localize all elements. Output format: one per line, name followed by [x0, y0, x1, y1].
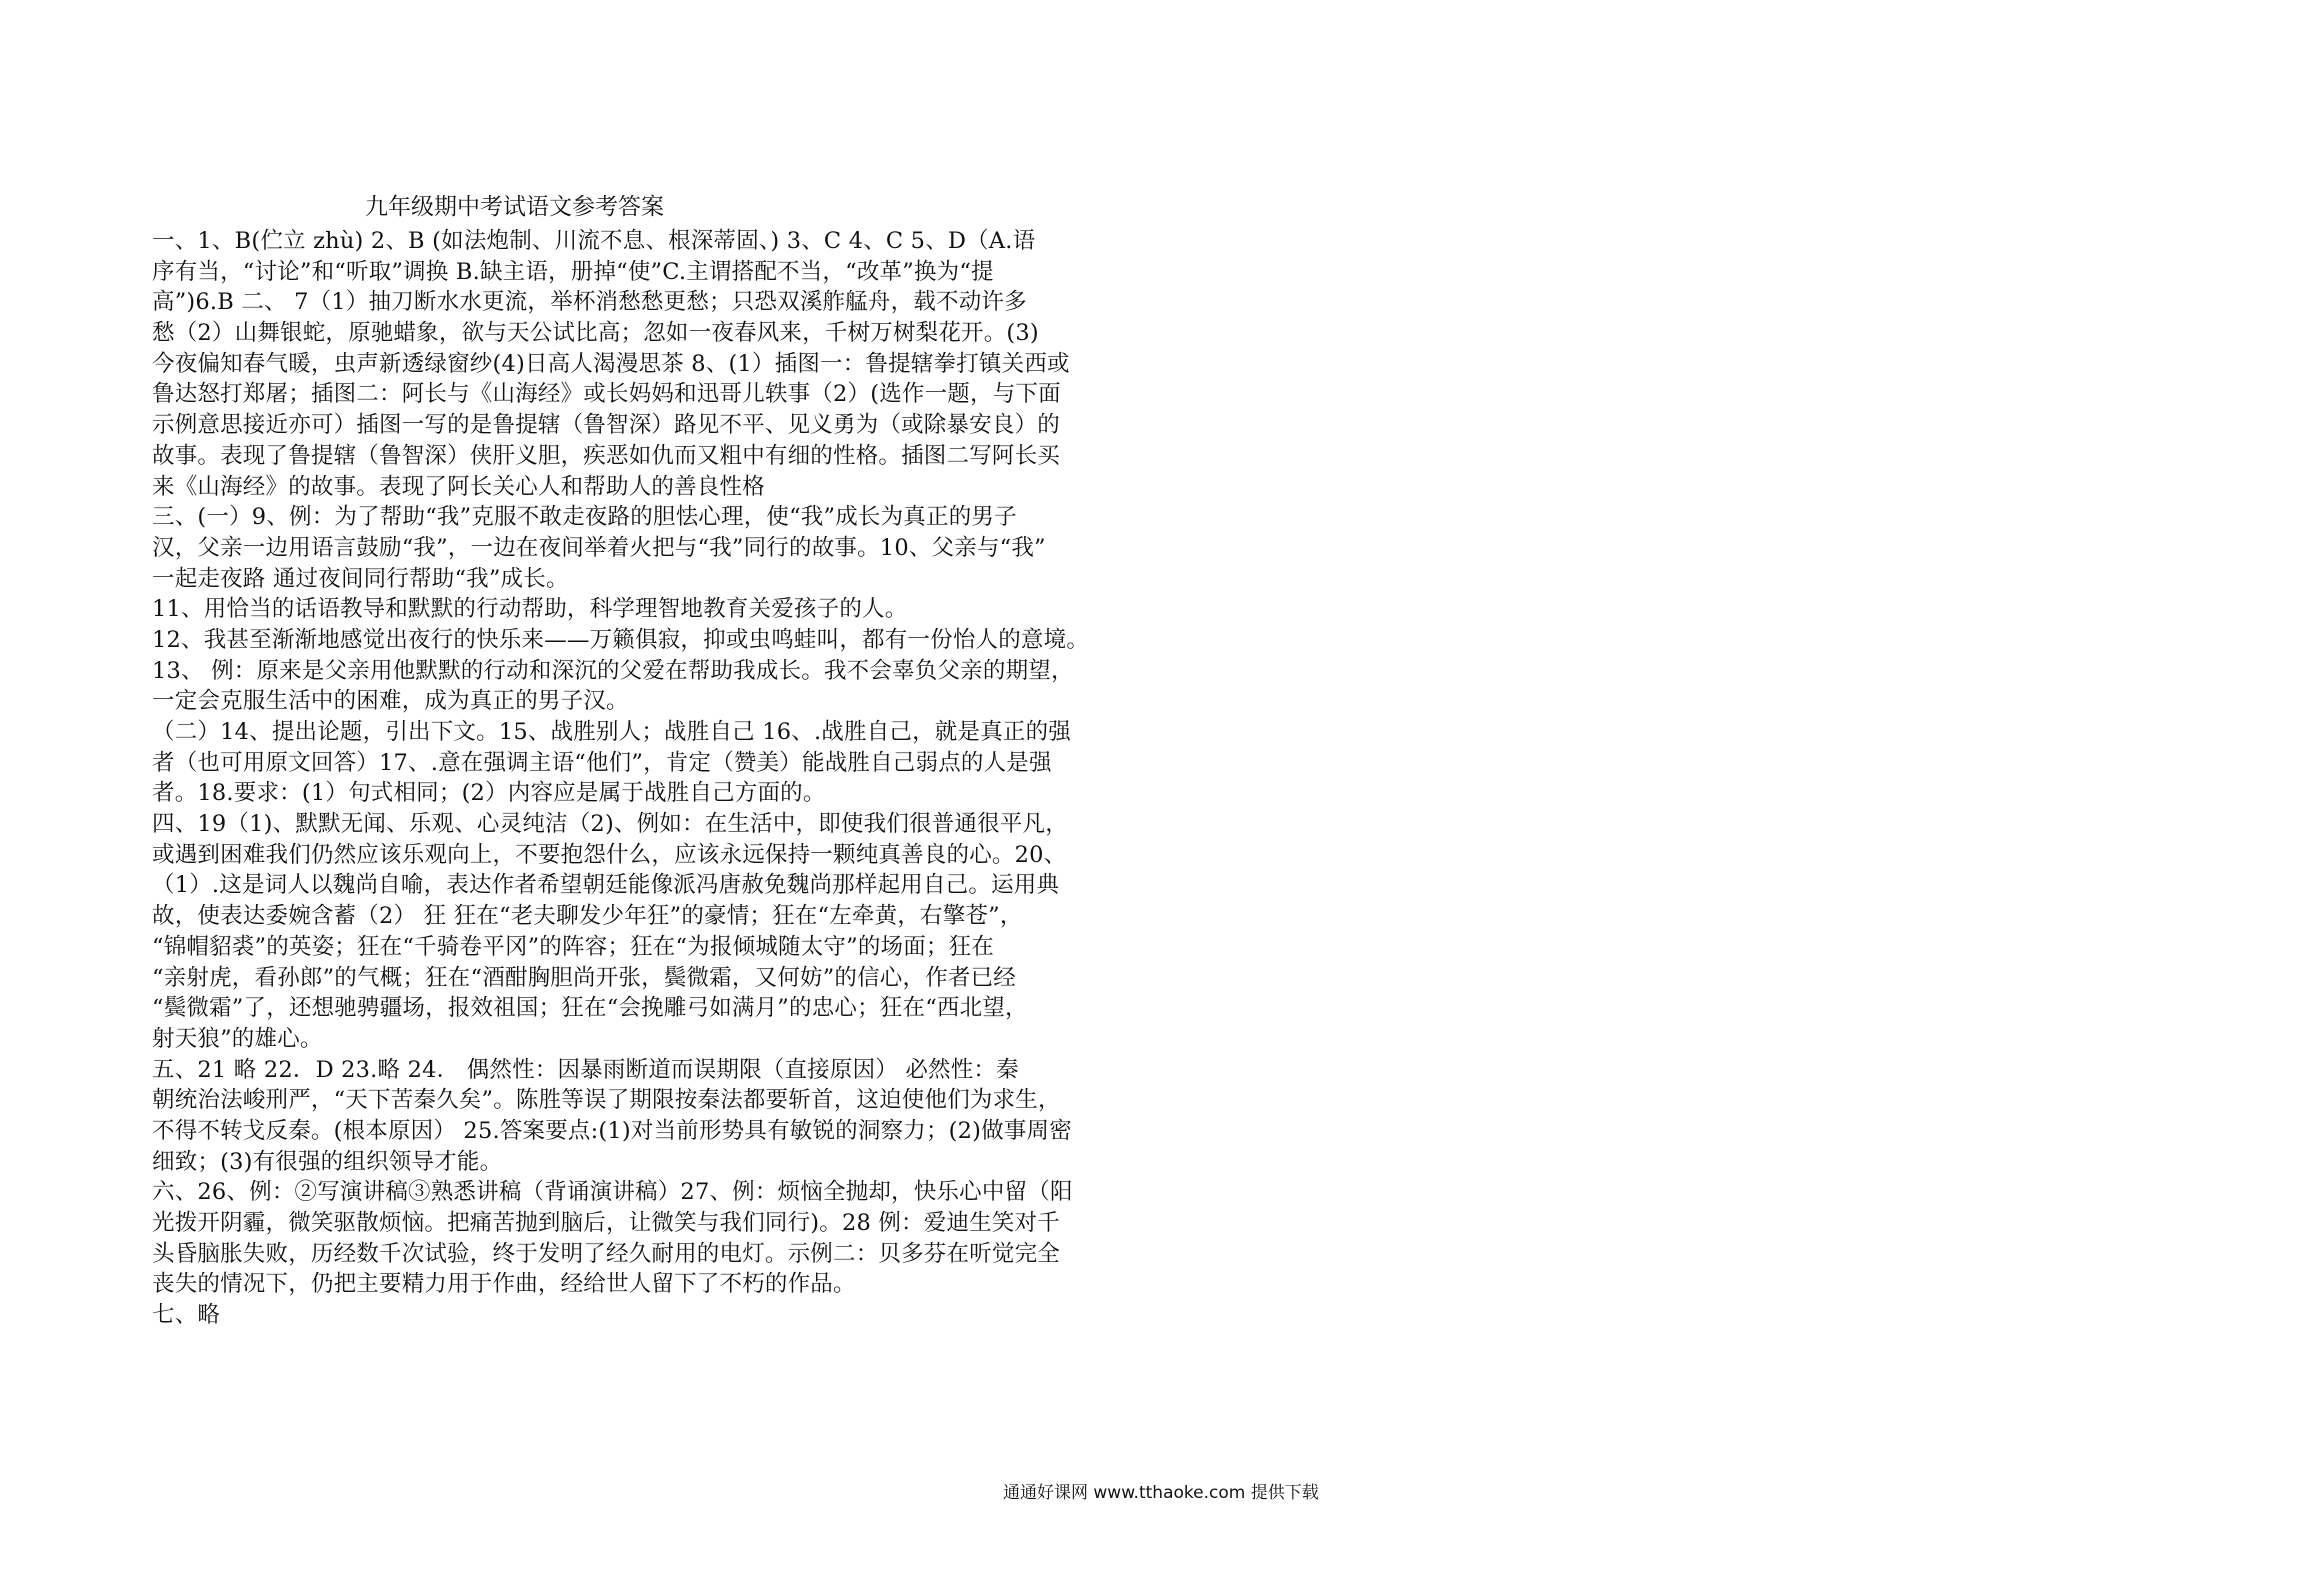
answer-line: 六、26、例：②写演讲稿③熟悉讲稿（背诵演讲稿）27、例：烦恼全抛却，快乐心中留（阳: [152, 1179, 1073, 1206]
answer-line: 12、我甚至渐渐地感觉出夜行的快乐来——万籁俱寂，抑或虫鸣蛙叫，都有一份怡人的意境。: [152, 626, 1090, 653]
answer-line: 汉，父亲一边用语言鼓励“我”，一边在夜间举着火把与“我”同行的故事。10、父亲与“我”: [152, 534, 1046, 561]
answer-line: 鲁达怒打郑屠；插图二：阿长与《山海经》或长妈妈和迅哥儿轶事（2）(选作一题，与下面: [152, 381, 1061, 408]
answer-line: 序有当，“讨论”和“听取”调换 B.缺主语，册掉“使”C.主谓搭配不当，“改革”换为“提: [152, 258, 994, 285]
answer-line: 故，使表达委婉含蓄（2） 狂 狂在“老夫聊发少年狂”的豪情；狂在“左牵黄，右擎苍”，: [152, 903, 1023, 930]
answer-line: “锦帽貂裘”的英姿；狂在“千骑卷平冈”的阵容；狂在“为报倾城随太守”的场面；狂在: [152, 933, 995, 960]
answer-line: “鬓微霜”了，还想驰骋疆场，报效祖国；狂在“会挽雕弓如满月”的忠心；狂在“西北望，: [152, 995, 1028, 1022]
answer-line: （二）14、提出论题，引出下文。15、战胜别人；战胜自己 16、.战胜自己，就是真正的强: [152, 719, 1071, 745]
answer-line: 13、 例：原来是父亲用他默默的行动和深沉的父爱在帮助我成长。我不会辜负父亲的期望，: [152, 657, 1074, 684]
answer-line: 一起走夜路 通过夜间同行帮助“我”成长。: [152, 565, 569, 592]
answer-line: 七、略: [152, 1302, 221, 1329]
answer-line: 光拨开阴霾，微笑驱散烦恼。把痛苦抛到脑后，让微笑与我们同行)。28 例：爱迪生笑对千: [152, 1210, 1060, 1236]
document-title: 九年级期中考试语文参考答案: [365, 194, 664, 220]
answer-line: （1）.这是词人以魏尚自喻，表达作者希望朝廷能像派冯唐赦免魏尚那样起用自己。运用典: [152, 872, 1060, 899]
answer-line: 五、21 略 22．D 23.略 24． 偶然性：因暴雨断道而误期限（直接原因） 必然性：秦: [152, 1056, 1019, 1083]
answer-line: 故事。表现了鲁提辖（鲁智深）侠肝义胆，疾恶如仇而又粗中有细的性格。插图二写阿长买: [152, 442, 1061, 469]
answer-line: 11、用恰当的话语教导和默默的行动帮助，科学理智地教育关爱孩子的人。: [152, 596, 908, 623]
answer-line: 来《山海经》的故事。表现了阿长关心人和帮助人的善良性格: [152, 473, 765, 500]
answer-line: 三、(一）9、例：为了帮助“我”克服不敢走夜路的胆怯心理，使“我”成长为真正的男子: [152, 504, 1017, 531]
answer-line: 丧失的情况下，仍把主要精力用于作曲，经给世人留下了不朽的作品。: [152, 1271, 856, 1298]
answer-line: 今夜偏知春气暖，虫声新透绿窗纱(4)日高人渴漫思茶 8、(1）插图一：鲁提辖拳打镇关西或: [152, 350, 1070, 377]
answer-line: 细致；(3)有很强的组织领导才能。: [152, 1148, 503, 1175]
answer-line: 者（也可用原文回答）17、.意在强调主语“他们”，肯定（赞美）能战胜自己弱点的人是强: [152, 749, 1052, 776]
footer-source: 通通好课网 www.tthaoke.com 提供下载: [1003, 1483, 1319, 1503]
answer-line: 射天狼”的雄心。: [152, 1025, 323, 1052]
answer-line: 高”)6.B 二、 7（1）抽刀断水水更流，举杯消愁愁更愁；只恐双溪舴艋舟，载不动许多: [152, 289, 1027, 316]
answer-line: 一、1、B(伫立 zhù) 2、B (如法炮制、川流不息、根深蒂固、) 3、C 4、C 5、D（A.语: [152, 228, 1036, 254]
answer-line: 或遇到困难我们仍然应该乐观向上，不要抱怨什么，应该永远保持一颗纯真善良的心。20、: [152, 841, 1067, 868]
answer-line: 愁（2）山舞银蛇，原驰蜡象，欲与天公试比高；忽如一夜春风来，千树万树梨花开。(3): [152, 320, 1039, 347]
answer-line: 者。18.要求：(1）句式相同；(2）内容应是属于战胜自己方面的。: [152, 780, 826, 807]
answer-line: 不得不转戈反秦。(根本原因） 25.答案要点:(1)对当前形势具有敏锐的洞察力；(2)做事周密: [152, 1117, 1072, 1144]
answer-body: [152, 226, 1167, 1331]
answer-line: 朝统治法峻刑严，“天下苦秦久矣”。陈胜等误了期限按秦法都要斩首，这迫使他们为求生，: [152, 1087, 1061, 1114]
answer-line: 一定会克服生活中的困难，成为真正的男子汉。: [152, 688, 629, 715]
answer-line: 四、19（1)、默默无闻、乐观、心灵纯洁（2)、例如：在生活中，即使我们很普通很平凡，: [152, 811, 1068, 838]
answer-line: 头昏脑胀失败，历经数千次试验，终于发明了经久耐用的电灯。示例二：贝多芬在听觉完全: [152, 1240, 1061, 1267]
answer-line: 示例意思接近亦可）插图一写的是鲁提辖（鲁智深）路见不平、见义勇为（或除暴安良）的: [152, 412, 1061, 439]
answer-line: “亲射虎，看孙郎”的气概；狂在“酒酣胸胆尚开张，鬓微霜，又何妨”的信心，作者已经: [152, 964, 1017, 991]
